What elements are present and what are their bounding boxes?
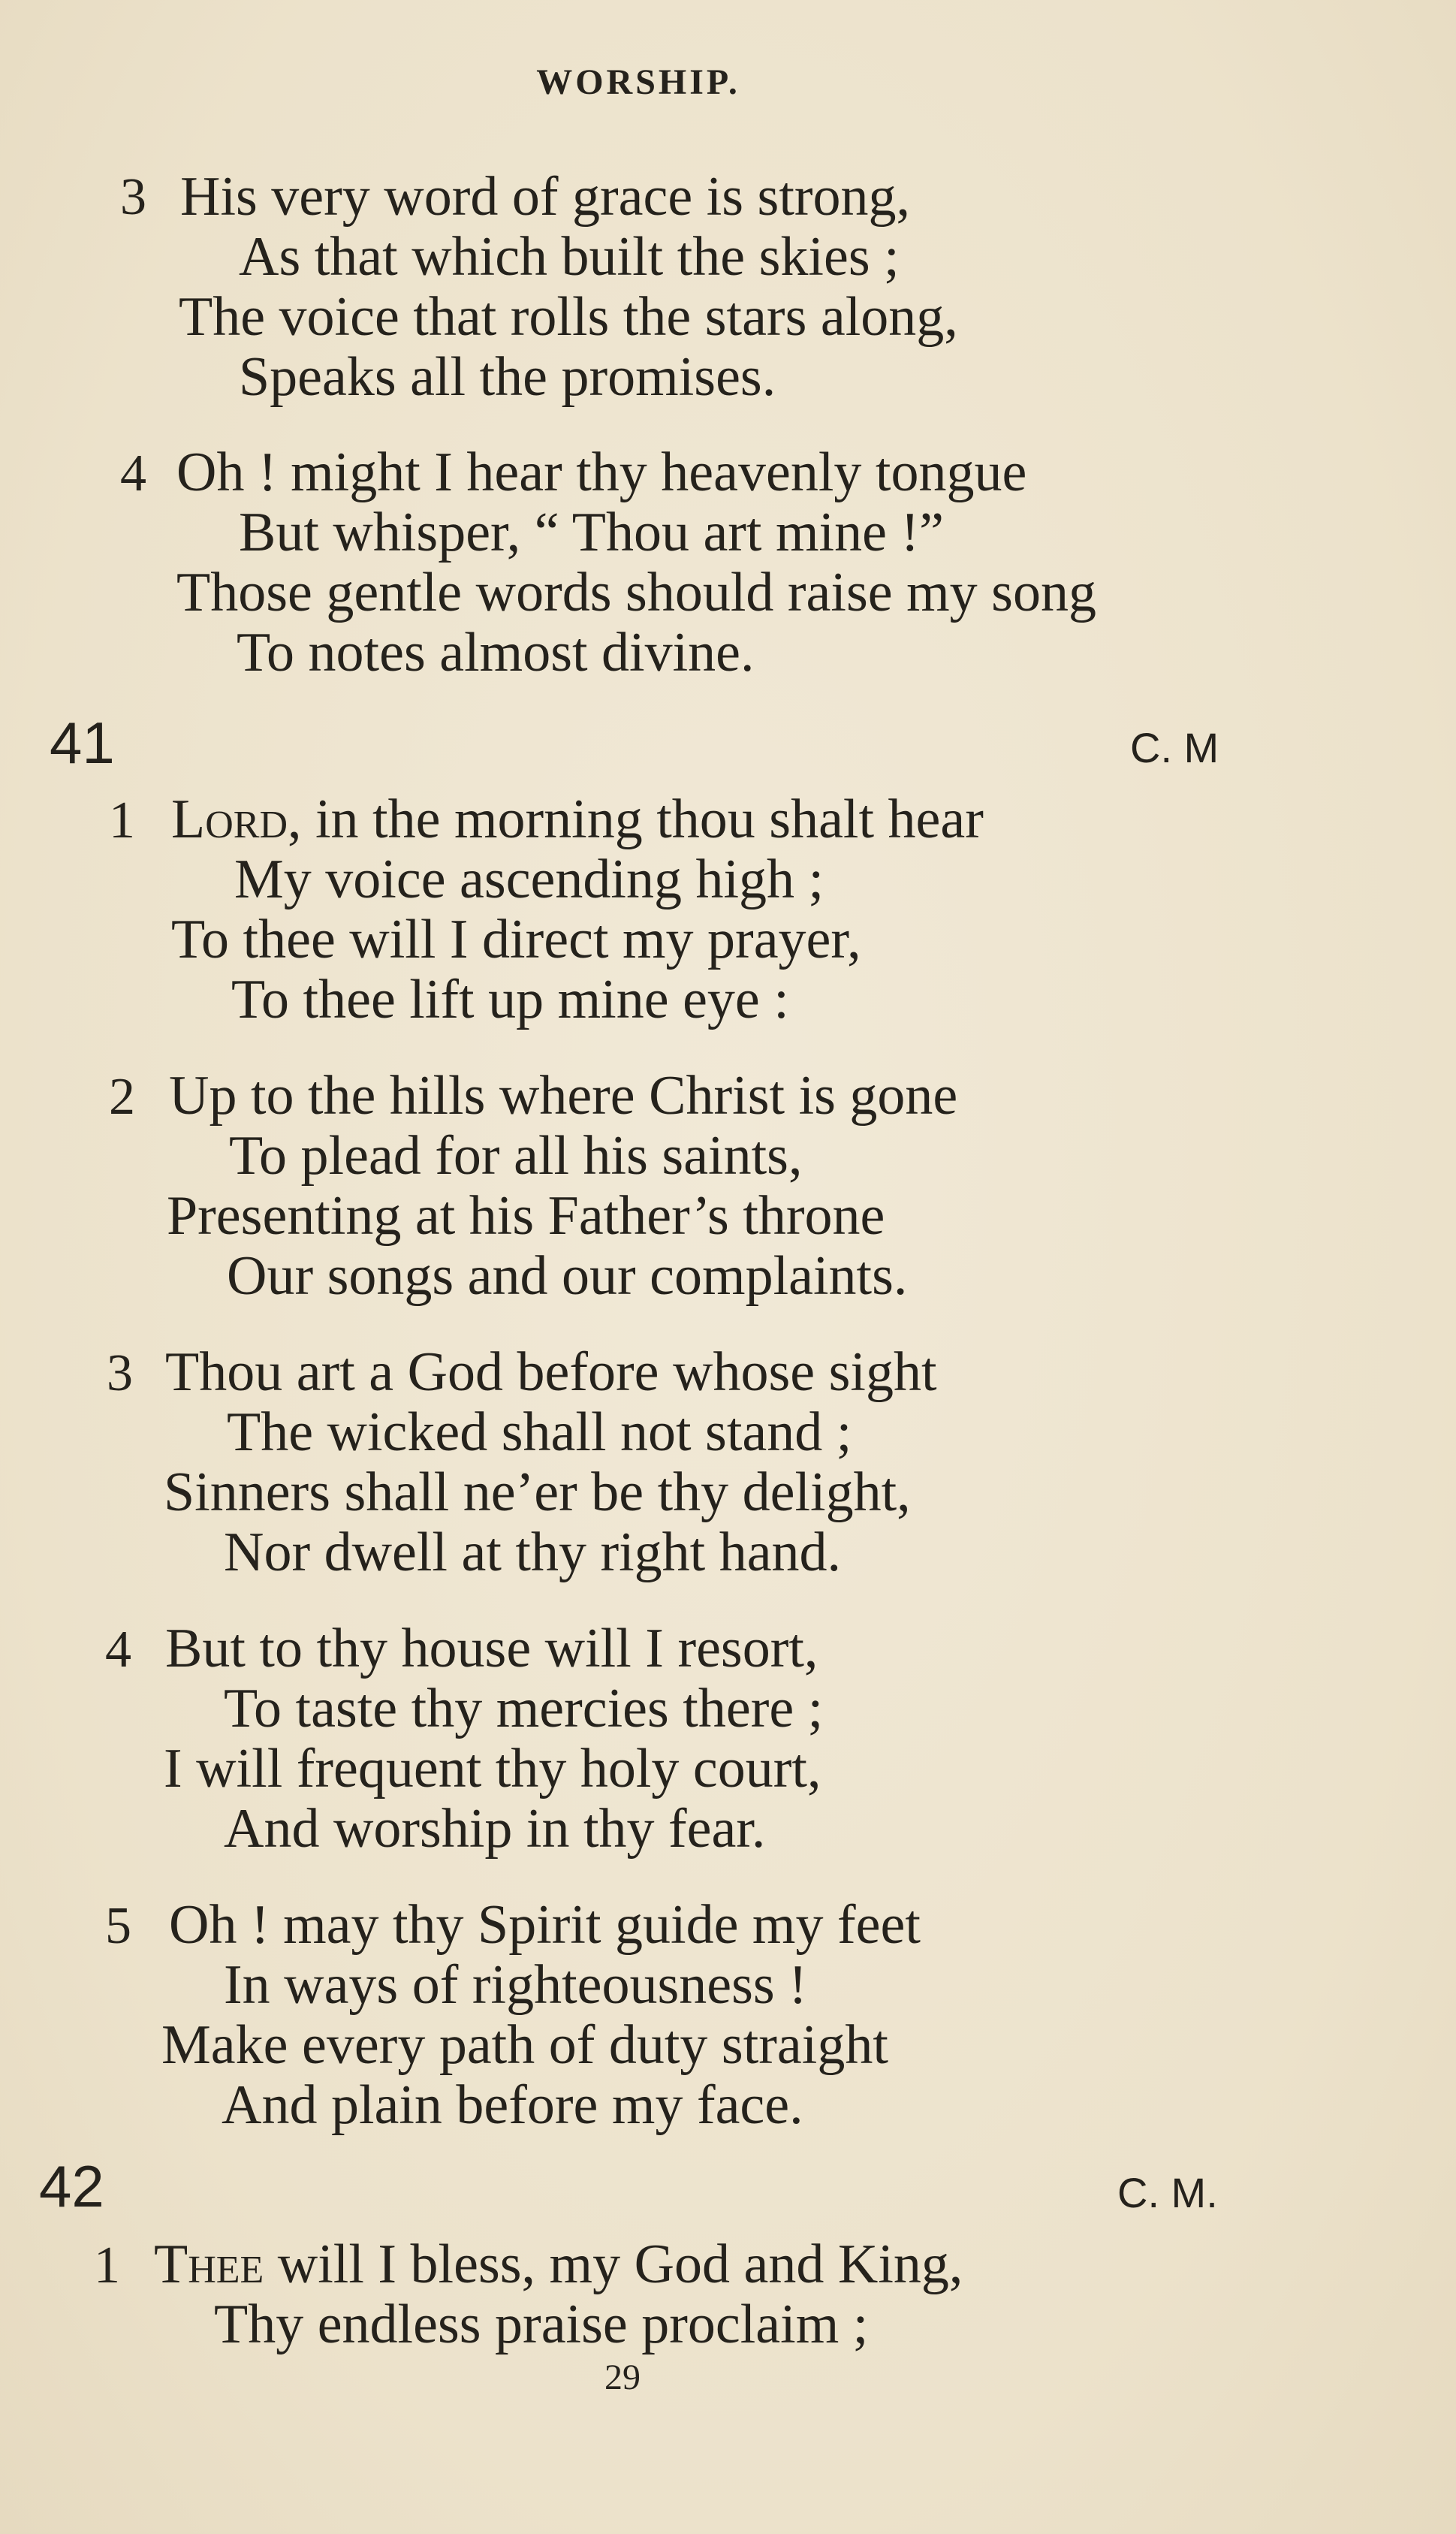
verse-line: Up to the hills where Christ is gone	[169, 1065, 958, 1127]
verse-line: Nor dwell at thy right hand.	[224, 1522, 842, 1583]
verse-line: To notes almost divine.	[237, 622, 755, 683]
verse-number: 4	[105, 1621, 131, 1679]
verse-line: Thou art a God before whose sight	[165, 1341, 937, 1403]
verse-number: 1	[109, 792, 135, 849]
verse-line: Oh ! may thy Spirit guide my feet	[169, 1894, 921, 1956]
verse-line: And plain before my face.	[222, 2074, 803, 2136]
verse-line	[171, 789, 984, 850]
verse-number: 1	[94, 2237, 120, 2294]
verse-line: Make every path of duty straight	[161, 2014, 888, 2076]
verse-line: But to thy house will I resort,	[165, 1618, 818, 1679]
verse-line: Speaks all the promises.	[239, 346, 776, 408]
verse-line: But whisper, “ Thou art mine !”	[239, 502, 944, 563]
verse-line: His very word of grace is strong,	[180, 166, 911, 228]
verse-line: To thee will I direct my prayer,	[171, 909, 861, 970]
verse-line: As that which built the skies ;	[239, 226, 900, 288]
verse-line: To taste thy mercies there ;	[224, 1678, 824, 1739]
verse-line: To thee lift up mine eye :	[231, 969, 789, 1030]
verse-number: 5	[105, 1897, 131, 1955]
verse-line: The wicked shall not stand ;	[227, 1401, 852, 1463]
hymn-number: 41	[50, 710, 115, 776]
verse-line-rest: in the morning thou shalt hear	[301, 789, 984, 850]
hymn-number: 42	[39, 2153, 104, 2219]
verse-line: To plead for all his saints,	[229, 1125, 803, 1187]
verse-line: Thy endless praise proclaim ;	[214, 2294, 869, 2355]
verse-number: 2	[109, 1068, 135, 1126]
verse-line: Presenting at his Father’s throne	[167, 1185, 885, 1247]
verse-line: Those gentle words should raise my song	[176, 562, 1096, 623]
verse-number: 3	[120, 168, 146, 226]
verse-line	[154, 2234, 963, 2295]
verse-line-rest: will I bless, my God and King,	[264, 2234, 963, 2295]
hymn-meter: C. M	[1130, 724, 1219, 771]
verse-line: And worship in thy fear.	[224, 1798, 766, 1860]
hymn-meter: C. M.	[1117, 2169, 1218, 2216]
verse-first-word: Lord,	[171, 789, 302, 850]
verse-line: My voice ascending high ;	[234, 849, 824, 910]
verse-line: Our songs and our complaints.	[227, 1245, 908, 1307]
verse-line: Sinners shall ne’er be thy delight,	[164, 1462, 911, 1523]
verse-line: The voice that rolls the stars along,	[179, 286, 958, 348]
verse-line: Oh ! might I hear thy heavenly tongue	[176, 442, 1027, 503]
running-head: WORSHIP.	[536, 62, 740, 102]
verse-number: 3	[107, 1344, 133, 1402]
verse-line: In ways of righteousness !	[224, 1954, 807, 2016]
page-number: 29	[604, 2358, 641, 2397]
verse-number: 4	[120, 445, 146, 502]
verse-first-word: Thee	[154, 2234, 264, 2295]
verse-line: I will frequent thy holy court,	[164, 1738, 821, 1799]
